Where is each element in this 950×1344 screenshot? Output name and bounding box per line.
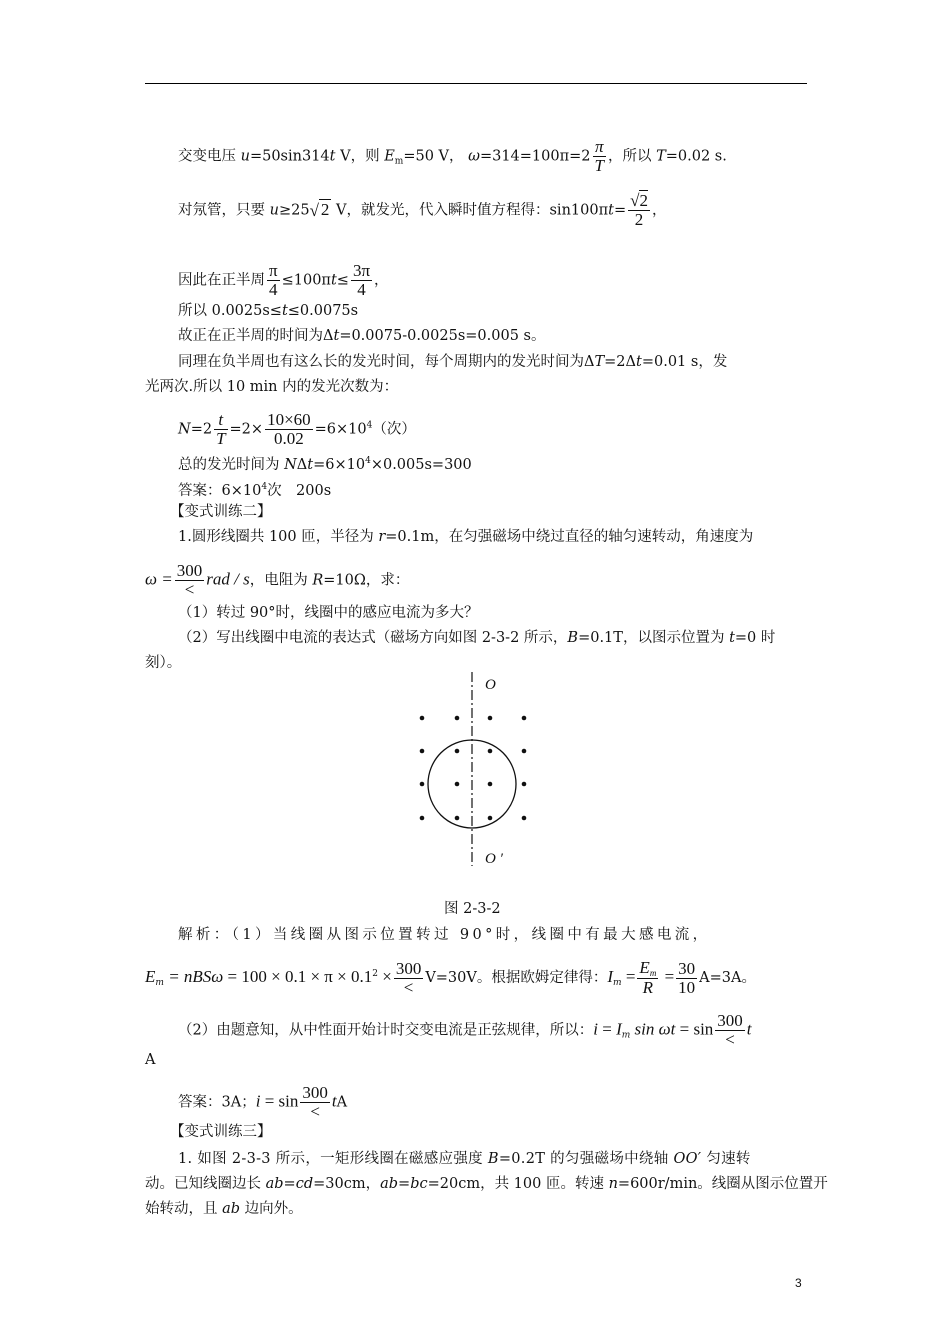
fraction-sqrt2-over-2: $\frac{√2}{2}$ (630, 191, 648, 229)
line-positive-half: 因此在正半周 $\frac{\pi}{4}$ ≤100πt≤ $\frac{3\pi}{4}$ ， (178, 261, 389, 299)
line-omega: ω = 300 < rad / s，电阻为 R=10Ω，求： (145, 561, 410, 599)
header-rule (145, 83, 807, 84)
line-unit-A: A (145, 1052, 156, 1068)
line-question-2: （2）写出线圈中电流的表达式（磁场方向如图 2-3-2 所示，B=0.1T，以图示位置为 t=0 时 (178, 630, 776, 646)
fraction-300-over-d: 300 < (302, 1083, 328, 1121)
line-total-time: 总的发光时间为 $N\Delta t=6\times 10^4\times 0.005s=300$ (178, 456, 472, 473)
line-ac-voltage: 交变电压 u=50sin314t V，则 $E_m=50$ V， ω=314=100π=2 $\frac{\pi}{T}$ ，所以 T=0.02 s. (178, 137, 727, 175)
line-negative-half: 同理在负半周也有这么长的发光时间，每个周期内的发光时间为ΔT=2Δt=0.01 s，发 (178, 354, 728, 370)
fraction-300-over-b: 300 < (395, 958, 422, 997)
line-answer-1: 答案：$6\times 10^4$次 200s (178, 482, 332, 499)
line-question-1: （1）转过 90°时，线圈中的感应电流为多大？ (178, 605, 479, 621)
line-current-expression: （2）由题意知，从中性面开始计时交变电流是正弦规律，所以：$i = I_m$ sin ωt = sin 300 < t (178, 1011, 752, 1049)
line-question-2-cont: 刻）。 (145, 655, 182, 671)
fraction-pi-over-T: $\frac{\pi}{T}$ (594, 137, 604, 175)
line-neon-tube: 对氖管，只要 u≥25√ 2 V，就发光，代入瞬时值方程得：sin100πt= $\frac{√2}{2}$ ， (178, 191, 667, 229)
line-answer-2: 答案：3A；i = sin 300 < tA (178, 1083, 348, 1121)
line-problem-3: 1. 如图 2-3-3 所示，一矩形线圈在磁感应强度 B=0.2T 的匀强磁场中绕轴 OO′ 匀速转 (178, 1151, 751, 1167)
sqrt-2: √ 2 (309, 199, 330, 220)
axis-label-O-prime: O ′ (485, 851, 503, 867)
line-N-equation: N=2 $\frac{t}{T}$ =2× $\frac{10\times 60}{0.02}$ $=6\times 10^4$（次） (178, 410, 416, 448)
magnetic-field-figure (400, 672, 550, 872)
line-duration: 故正在正半周的时间为Δt=0.0075-0.0025s=0.005 s。 (178, 328, 546, 344)
line-problem-1: 1.圆形线圈共 100 匝，半径为 r=0.1m，在匀强磁场中绕过直径的轴匀速转动，角速度为 (178, 529, 754, 545)
line-time-range: 所以 0.0025s≤t≤0.0075s (178, 303, 359, 319)
page-number: 3 (795, 1276, 802, 1290)
fraction-300-over-c: 300 < (717, 1011, 743, 1049)
figure-caption: 图 2-3-2 (444, 901, 501, 917)
fraction-30-over-10: $\frac{30}{10}$ (678, 958, 696, 997)
line-flash-count: 光两次.所以 10 min 内的发光次数为： (145, 379, 399, 395)
line-Em-equation: $E_m = nBS\omega = 100 \times 0.1 \times \pi \times 0.1^2$ × 300 < V=30V。根据欧姆定律得：$I_m$ = $\frac{E_m}{R}$ = $\frac{30}{10}$ A=3A。 (145, 958, 756, 998)
section-heading-2: 【变式训练二】 (170, 504, 272, 520)
fraction-t-over-T: $\frac{t}{T}$ (216, 410, 226, 448)
fraction-3pi-over-4: $\frac{3\pi}{4}$ (352, 261, 371, 299)
line-problem-3-cont: 动。已知线圈边长 ab=cd=30cm，ab=bc=20cm，共 100 匝。转速 n=600r/min。线圈从图示位置开 (145, 1176, 828, 1192)
section-heading-3: 【变式训练三】 (170, 1124, 272, 1140)
line-solution-1: 解析：（1）当线圈从图示位置转过 90°时，线圈中有最大感电流， (178, 927, 711, 943)
line-problem-3-end: 始转动，且 ab 边向外。 (145, 1201, 303, 1217)
fraction-600-over-002: $\frac{10\times 60}{0.02}$ (267, 410, 311, 448)
axis-label-O: O (485, 677, 496, 693)
fraction-pi-over-4: $\frac{\pi}{4}$ (269, 261, 278, 299)
fraction-300-over: 300 < (176, 561, 203, 599)
fraction-Em-over-R: $\frac{E_m}{R}$ (639, 958, 657, 998)
